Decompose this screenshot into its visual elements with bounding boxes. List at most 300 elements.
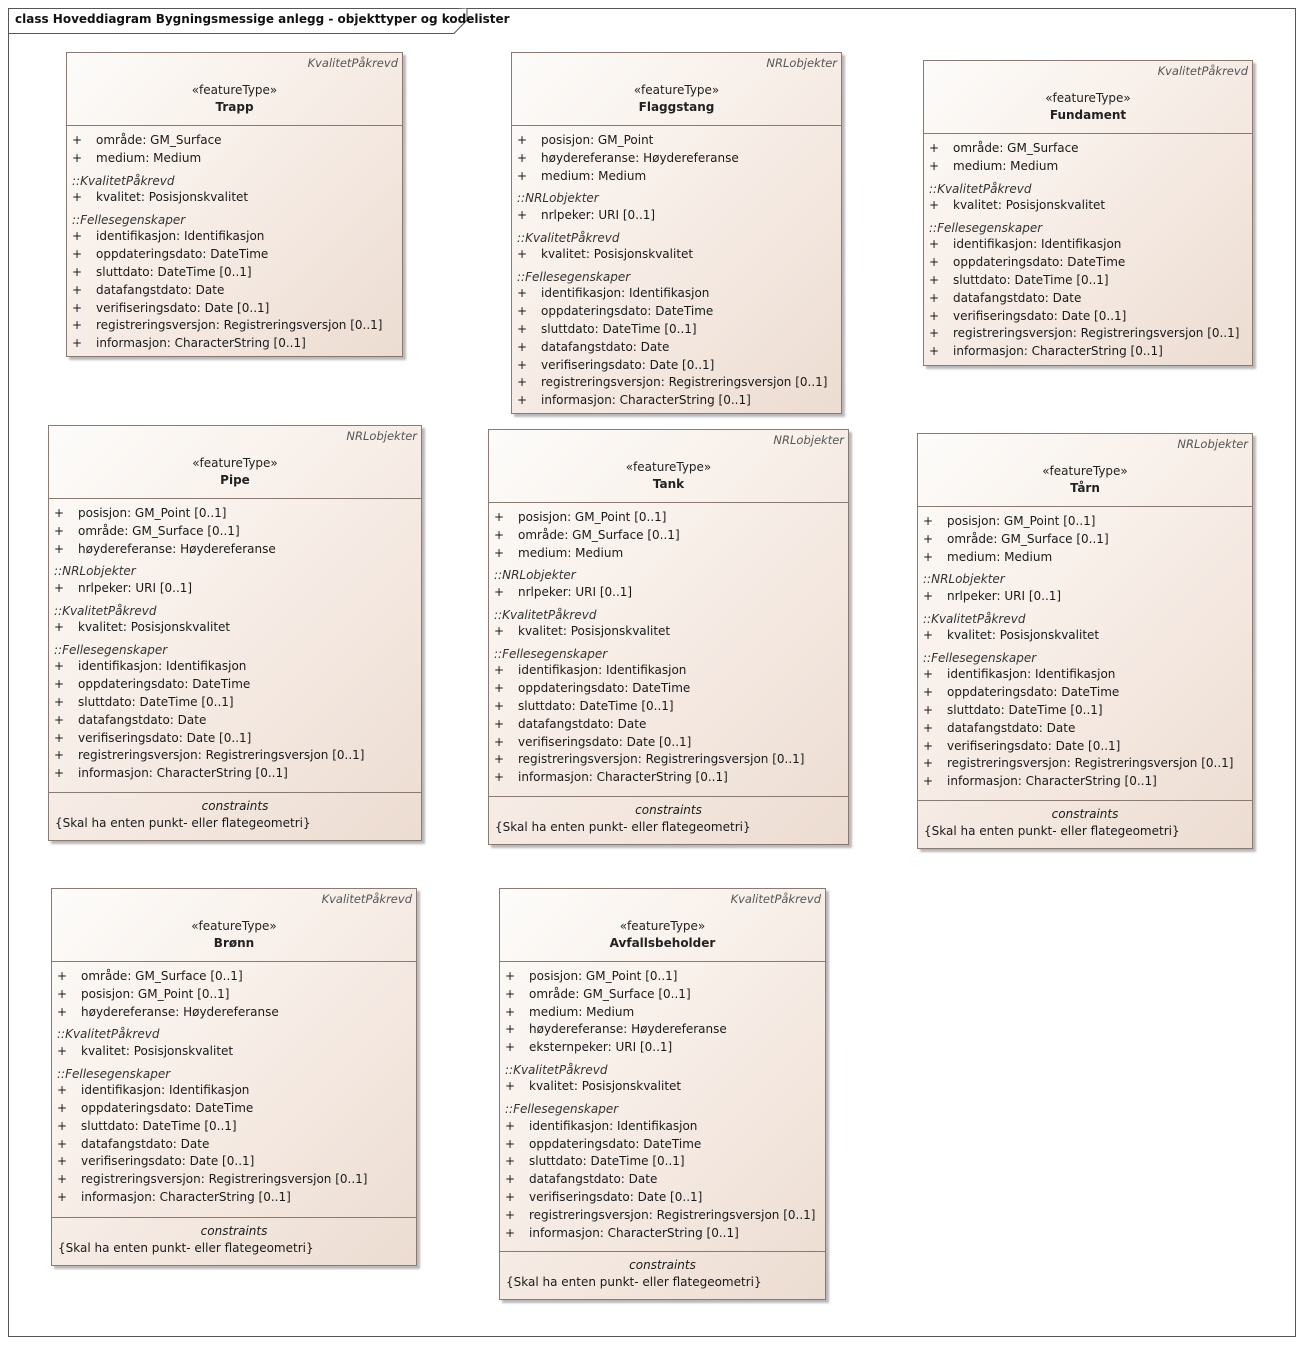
class-name: Flaggstang: [638, 100, 715, 114]
stereotype-label: «featureType»: [633, 83, 720, 97]
class-name: Brønn: [213, 936, 255, 950]
attribute-row[interactable]: [500, 1078, 825, 1096]
attribute-text: registreringsversjon: Registreringsversjon [0..1]: [529, 1207, 816, 1222]
attribute-row[interactable]: [918, 755, 1252, 773]
visibility-marker: +: [505, 1079, 516, 1094]
visibility-marker: +: [923, 756, 934, 771]
attribute-row[interactable]: [512, 357, 841, 375]
attribute-row[interactable]: [67, 264, 402, 282]
attribute-row[interactable]: [67, 150, 402, 168]
attribute-text: verifiseringsdato: Date [0..1]: [78, 730, 252, 745]
attribute-row[interactable]: [489, 662, 848, 680]
attribute-text: datafangstdato: Date: [529, 1172, 658, 1187]
constraint-text: {Skal ha enten punkt- eller flategeometri}: [924, 824, 1180, 838]
visibility-marker: +: [505, 969, 516, 983]
attribute-row[interactable]: [49, 730, 421, 748]
inherited-group-label: ::Fellesegenskaper: [929, 220, 1043, 235]
constraints-title: constraints: [201, 799, 269, 813]
visibility-marker: +: [54, 620, 65, 635]
inherited-group-label: ::KvalitetPåkrevd: [57, 1027, 160, 1042]
attribute-row[interactable]: [67, 282, 402, 300]
visibility-marker: +: [923, 685, 934, 700]
constraint-text: {Skal ha enten punkt- eller flategeometri}: [55, 816, 311, 830]
attribute-row[interactable]: [924, 325, 1252, 343]
attribute-text: datafangstdato: Date: [953, 290, 1082, 305]
attribute-text: oppdateringsdato: DateTime: [529, 1136, 702, 1151]
visibility-marker: +: [72, 133, 83, 147]
attribute-row[interactable]: [489, 527, 848, 545]
visibility-marker: +: [57, 1136, 68, 1151]
attribute-text: verifiseringsdato: Date [0..1]: [953, 308, 1127, 323]
attribute-row[interactable]: [49, 712, 421, 730]
attribute-row[interactable]: [489, 584, 848, 602]
attribute-row[interactable]: [52, 1171, 416, 1189]
visibility-marker: +: [494, 716, 505, 731]
visibility-marker: +: [494, 734, 505, 749]
attribute-row[interactable]: [52, 986, 416, 1004]
attribute-row[interactable]: [49, 676, 421, 694]
attribute-row[interactable]: [500, 1153, 825, 1171]
inherited-group-label: ::NRLobjekter: [494, 568, 576, 583]
visibility-marker: +: [54, 695, 65, 710]
visibility-marker: +: [54, 541, 65, 556]
visibility-marker: +: [72, 264, 83, 279]
visibility-marker: +: [72, 190, 83, 205]
attribute-row[interactable]: [512, 374, 841, 392]
attribute-text: verifiseringsdato: Date [0..1]: [529, 1189, 703, 1204]
class-name: Tank: [652, 477, 685, 491]
visibility-marker: +: [494, 584, 505, 599]
attribute-text: verifiseringsdato: Date [0..1]: [541, 357, 715, 372]
attribute-row[interactable]: [52, 1153, 416, 1171]
class-box-taarn[interactable]: [917, 433, 1253, 849]
class-box-broenn[interactable]: [51, 888, 417, 1266]
attribute-text: kvalitet: Posisjonskvalitet: [953, 198, 1106, 213]
attribute-compartment: [512, 126, 841, 414]
package-label: NRLobjekter: [766, 56, 837, 70]
attribute-row[interactable]: [924, 290, 1252, 308]
attribute-row[interactable]: [49, 619, 421, 637]
attribute-row[interactable]: [489, 698, 848, 716]
visibility-marker: +: [72, 247, 83, 262]
stereotype-label: «featureType»: [1045, 91, 1131, 105]
visibility-marker: +: [517, 304, 528, 319]
visibility-marker: +: [57, 1004, 68, 1019]
attribute-text: datafangstdato: Date: [518, 716, 647, 731]
attribute-text: registreringsversjon: Registreringsversjon [0..1]: [541, 375, 828, 390]
attribute-row[interactable]: [49, 541, 421, 559]
attribute-row[interactable]: [49, 523, 421, 541]
attribute-row[interactable]: [500, 1225, 825, 1243]
visibility-marker: +: [929, 255, 940, 270]
attribute-row[interactable]: [500, 1118, 825, 1136]
package-label: NRLobjekter: [346, 429, 417, 443]
attribute-row[interactable]: [489, 716, 848, 734]
attribute-row[interactable]: [924, 197, 1252, 215]
attribute-row[interactable]: [512, 168, 841, 186]
attribute-text: høydereferanse: Høydereferanse: [81, 1004, 279, 1019]
package-label: KvalitetPåkrevd: [1157, 64, 1248, 78]
attribute-row[interactable]: [500, 968, 825, 986]
visibility-marker: +: [505, 1040, 516, 1055]
constraints-compartment: [489, 796, 848, 844]
visibility-marker: +: [494, 752, 505, 767]
constraints-title: constraints: [629, 1258, 696, 1272]
visibility-marker: +: [923, 531, 934, 546]
attribute-text: oppdateringsdato: DateTime: [947, 685, 1120, 700]
visibility-marker: +: [57, 1100, 68, 1115]
attribute-row[interactable]: [500, 1039, 825, 1057]
visibility-marker: +: [54, 730, 65, 745]
visibility-marker: +: [517, 168, 528, 183]
class-box-avfallsbeholder[interactable]: [499, 888, 826, 1300]
attribute-row[interactable]: [52, 1082, 416, 1100]
visibility-marker: +: [54, 677, 65, 692]
stereotype-label: «featureType»: [625, 460, 712, 474]
attribute-row[interactable]: [67, 317, 402, 335]
attribute-compartment: [924, 134, 1252, 365]
attribute-text: medium: Medium: [947, 549, 1053, 564]
attribute-row[interactable]: [924, 140, 1252, 158]
attribute-row[interactable]: [512, 246, 841, 264]
attribute-text: datafangstdato: Date: [96, 282, 225, 297]
attribute-text: informasjon: CharacterString [0..1]: [529, 1225, 739, 1240]
class-header: [49, 426, 421, 499]
attribute-text: sluttdato: DateTime [0..1]: [96, 264, 252, 279]
attribute-text: identifikasjon: Identifikasjon: [947, 667, 1116, 682]
attribute-row[interactable]: [67, 189, 402, 207]
attribute-row[interactable]: [924, 343, 1252, 361]
visibility-marker: +: [57, 1189, 68, 1204]
constraint-text: {Skal ha enten punkt- eller flategeometri}: [58, 1241, 314, 1255]
visibility-marker: +: [929, 158, 940, 173]
class-box-pipe[interactable]: [48, 425, 422, 841]
visibility-marker: +: [923, 774, 934, 789]
visibility-marker: +: [57, 1043, 68, 1058]
attribute-row[interactable]: [52, 1043, 416, 1061]
constraints-title: constraints: [1051, 807, 1119, 821]
visibility-marker: +: [72, 318, 83, 333]
attribute-row[interactable]: [49, 694, 421, 712]
attribute-text: posisjon: GM_Point [0..1]: [518, 510, 667, 524]
visibility-marker: +: [923, 628, 934, 643]
visibility-marker: +: [494, 527, 505, 542]
attribute-row[interactable]: [67, 132, 402, 150]
attribute-text: sluttdato: DateTime [0..1]: [518, 699, 674, 714]
constraints-title: constraints: [635, 803, 702, 817]
attribute-row[interactable]: [67, 228, 402, 246]
attribute-row[interactable]: [49, 658, 421, 676]
package-label: NRLobjekter: [773, 433, 844, 447]
attribute-row[interactable]: [489, 751, 848, 769]
constraints-compartment: [500, 1251, 825, 1299]
class-name: Fundament: [1049, 108, 1127, 122]
visibility-marker: +: [923, 514, 934, 528]
visibility-marker: +: [517, 247, 528, 262]
attribute-row[interactable]: [489, 509, 848, 527]
attribute-row[interactable]: [512, 339, 841, 357]
visibility-marker: +: [929, 272, 940, 287]
inherited-group-label: ::Fellesegenskaper: [923, 650, 1037, 665]
attribute-text: informasjon: CharacterString [0..1]: [78, 766, 288, 781]
attribute-text: medium: Medium: [953, 158, 1059, 173]
inherited-group-label: ::NRLobjekter: [517, 191, 599, 206]
visibility-marker: +: [505, 1004, 516, 1019]
attribute-text: område: GM_Surface [0..1]: [529, 986, 691, 1001]
attribute-row[interactable]: [52, 1004, 416, 1022]
visibility-marker: +: [494, 624, 505, 639]
attribute-text: oppdateringsdato: DateTime: [518, 681, 691, 696]
attribute-text: medium: Medium: [541, 168, 647, 183]
class-name: Avfallsbeholder: [609, 936, 716, 950]
attribute-text: område: GM_Surface: [96, 133, 222, 147]
diagram-title: class Hoveddiagram Bygningsmessige anlegg - objekttyper og kodelister: [15, 12, 510, 26]
attribute-row[interactable]: [918, 666, 1252, 684]
attribute-text: nrlpeker: URI [0..1]: [78, 580, 193, 595]
constraints-title: constraints: [200, 1224, 268, 1238]
visibility-marker: +: [517, 339, 528, 354]
visibility-marker: +: [505, 1225, 516, 1240]
attribute-row[interactable]: [918, 720, 1252, 738]
visibility-marker: +: [923, 720, 934, 735]
attribute-text: sluttdato: DateTime [0..1]: [947, 703, 1103, 718]
attribute-text: verifiseringsdato: Date [0..1]: [518, 734, 692, 749]
attribute-text: verifiseringsdato: Date [0..1]: [96, 300, 270, 315]
attribute-row[interactable]: [924, 236, 1252, 254]
attribute-row[interactable]: [52, 968, 416, 986]
attribute-text: registreringsversjon: Registreringsversjon [0..1]: [78, 748, 365, 763]
attribute-row[interactable]: [500, 1189, 825, 1207]
attribute-compartment: [67, 126, 402, 357]
visibility-marker: +: [57, 986, 68, 1001]
attribute-row[interactable]: [500, 1021, 825, 1039]
attribute-text: område: GM_Surface [0..1]: [81, 969, 243, 983]
class-header: [52, 889, 416, 962]
attribute-text: oppdateringsdato: DateTime: [96, 247, 269, 262]
attribute-row[interactable]: [52, 1136, 416, 1154]
attribute-row[interactable]: [500, 1171, 825, 1189]
inherited-group-label: ::KvalitetPåkrevd: [72, 173, 175, 188]
visibility-marker: +: [54, 712, 65, 727]
attribute-row[interactable]: [512, 392, 841, 410]
attribute-row[interactable]: [918, 513, 1252, 531]
visibility-marker: +: [517, 150, 528, 165]
constraint-text: {Skal ha enten punkt- eller flategeometri}: [495, 820, 751, 834]
visibility-marker: +: [929, 198, 940, 213]
attribute-text: kvalitet: Posisjonskvalitet: [541, 247, 694, 262]
attribute-row[interactable]: [924, 308, 1252, 326]
constraint-text: {Skal ha enten punkt- eller flategeometri}: [506, 1275, 762, 1289]
attribute-text: identifikasjon: Identifikasjon: [529, 1118, 698, 1133]
attribute-row[interactable]: [489, 623, 848, 641]
attribute-text: informasjon: CharacterString [0..1]: [947, 774, 1157, 789]
package-label: NRLobjekter: [1177, 437, 1248, 451]
visibility-marker: +: [517, 207, 528, 222]
attribute-text: nrlpeker: URI [0..1]: [518, 584, 633, 599]
attribute-row[interactable]: [52, 1100, 416, 1118]
attribute-text: informasjon: CharacterString [0..1]: [96, 336, 306, 351]
visibility-marker: +: [923, 667, 934, 682]
attribute-row[interactable]: [500, 1136, 825, 1154]
attribute-text: medium: Medium: [96, 150, 202, 165]
visibility-marker: +: [517, 357, 528, 372]
attribute-row[interactable]: [924, 254, 1252, 272]
visibility-marker: +: [54, 506, 65, 520]
attribute-row[interactable]: [67, 300, 402, 318]
inherited-group-label: ::KvalitetPåkrevd: [923, 611, 1026, 626]
stereotype-label: «featureType»: [191, 919, 277, 933]
attribute-text: kvalitet: Posisjonskvalitet: [518, 624, 671, 639]
visibility-marker: +: [929, 141, 940, 155]
attribute-text: posisjon: GM_Point: [541, 133, 654, 147]
attribute-row[interactable]: [512, 303, 841, 321]
class-box-flaggstang[interactable]: [511, 52, 842, 414]
visibility-marker: +: [72, 300, 83, 315]
attribute-text: verifiseringsdato: Date [0..1]: [81, 1154, 255, 1169]
package-label: KvalitetPåkrevd: [730, 892, 821, 906]
visibility-marker: +: [505, 1136, 516, 1151]
attribute-text: område: GM_Surface [0..1]: [947, 531, 1109, 546]
visibility-marker: +: [54, 659, 65, 674]
class-header: [924, 61, 1252, 134]
visibility-marker: +: [923, 549, 934, 564]
visibility-marker: +: [929, 344, 940, 359]
inherited-group-label: ::Fellesegenskaper: [494, 646, 608, 661]
visibility-marker: +: [494, 510, 505, 524]
attribute-row[interactable]: [924, 272, 1252, 290]
attribute-text: verifiseringsdato: Date [0..1]: [947, 738, 1121, 753]
attribute-row[interactable]: [52, 1118, 416, 1136]
visibility-marker: +: [494, 681, 505, 696]
attribute-row[interactable]: [512, 150, 841, 168]
inherited-group-label: ::Fellesegenskaper: [517, 269, 631, 284]
visibility-marker: +: [505, 1172, 516, 1187]
attribute-compartment: [489, 503, 848, 791]
attribute-text: kvalitet: Posisjonskvalitet: [96, 190, 249, 205]
attribute-row[interactable]: [512, 321, 841, 339]
visibility-marker: +: [54, 766, 65, 781]
attribute-row[interactable]: [489, 769, 848, 787]
attribute-row[interactable]: [918, 684, 1252, 702]
visibility-marker: +: [54, 523, 65, 538]
attribute-row[interactable]: [918, 549, 1252, 567]
attribute-text: sluttdato: DateTime [0..1]: [81, 1118, 237, 1133]
visibility-marker: +: [929, 308, 940, 323]
attribute-row[interactable]: [918, 627, 1252, 645]
attribute-row[interactable]: [512, 132, 841, 150]
attribute-compartment: [918, 507, 1252, 795]
visibility-marker: +: [929, 290, 940, 305]
package-label: KvalitetPåkrevd: [321, 892, 412, 906]
visibility-marker: +: [929, 326, 940, 341]
visibility-marker: +: [517, 133, 528, 147]
attribute-text: posisjon: GM_Point [0..1]: [947, 514, 1096, 528]
attribute-text: registreringsversjon: Registreringsversjon [0..1]: [81, 1172, 368, 1187]
inherited-group-label: ::Fellesegenskaper: [57, 1066, 171, 1081]
class-box-tank[interactable]: [488, 429, 849, 845]
inherited-group-label: ::Fellesegenskaper: [505, 1102, 619, 1117]
stereotype-label: «featureType»: [619, 919, 706, 933]
class-header: [67, 53, 402, 126]
attribute-row[interactable]: [918, 773, 1252, 791]
attribute-row[interactable]: [67, 246, 402, 264]
attribute-text: informasjon: CharacterString [0..1]: [541, 393, 751, 408]
attribute-compartment: [49, 499, 421, 787]
attribute-text: datafangstdato: Date: [541, 339, 670, 354]
attribute-row[interactable]: [918, 588, 1252, 606]
attribute-row[interactable]: [52, 1189, 416, 1207]
visibility-marker: +: [72, 150, 83, 165]
inherited-group-label: ::NRLobjekter: [54, 564, 136, 579]
inherited-group-label: ::KvalitetPåkrevd: [494, 607, 597, 622]
attribute-row[interactable]: [489, 734, 848, 752]
visibility-marker: +: [923, 588, 934, 603]
visibility-marker: +: [517, 393, 528, 408]
class-box-trapp[interactable]: [66, 52, 403, 357]
attribute-row[interactable]: [500, 986, 825, 1004]
visibility-marker: +: [923, 703, 934, 718]
attribute-row[interactable]: [918, 738, 1252, 756]
class-box-fundament[interactable]: [923, 60, 1253, 366]
attribute-text: medium: Medium: [529, 1004, 635, 1019]
attribute-row[interactable]: [49, 505, 421, 523]
attribute-row[interactable]: [512, 207, 841, 225]
attribute-row[interactable]: [67, 335, 402, 353]
attribute-row[interactable]: [489, 680, 848, 698]
attribute-row[interactable]: [918, 531, 1252, 549]
attribute-row[interactable]: [49, 765, 421, 783]
attribute-text: identifikasjon: Identifikasjon: [953, 237, 1122, 252]
attribute-row[interactable]: [512, 285, 841, 303]
attribute-text: sluttdato: DateTime [0..1]: [529, 1154, 685, 1169]
attribute-text: sluttdato: DateTime [0..1]: [541, 322, 697, 337]
inherited-group-label: ::KvalitetPåkrevd: [54, 603, 157, 618]
attribute-row[interactable]: [489, 545, 848, 563]
attribute-text: kvalitet: Posisjonskvalitet: [947, 628, 1100, 643]
visibility-marker: +: [57, 1172, 68, 1187]
attribute-row[interactable]: [49, 747, 421, 765]
attribute-row[interactable]: [49, 580, 421, 598]
attribute-text: informasjon: CharacterString [0..1]: [81, 1189, 291, 1204]
attribute-row[interactable]: [500, 1207, 825, 1225]
attribute-text: identifikasjon: Identifikasjon: [518, 663, 687, 678]
visibility-marker: +: [57, 969, 68, 983]
attribute-row[interactable]: [918, 702, 1252, 720]
class-header: [918, 434, 1252, 507]
attribute-row[interactable]: [924, 158, 1252, 176]
attribute-text: identifikasjon: Identifikasjon: [78, 659, 247, 674]
attribute-text: registreringsversjon: Registreringsversjon [0..1]: [518, 752, 805, 767]
class-name: Pipe: [220, 473, 250, 487]
attribute-compartment: [52, 962, 416, 1211]
inherited-group-label: ::Fellesegenskaper: [54, 642, 168, 657]
stereotype-label: «featureType»: [192, 456, 278, 470]
visibility-marker: +: [929, 237, 940, 252]
inherited-group-label: ::NRLobjekter: [923, 572, 1005, 587]
attribute-row[interactable]: [500, 1004, 825, 1022]
visibility-marker: +: [494, 699, 505, 714]
attribute-text: medium: Medium: [518, 545, 624, 560]
constraints-compartment: [918, 800, 1252, 848]
visibility-marker: +: [494, 545, 505, 560]
attribute-text: nrlpeker: URI [0..1]: [541, 207, 656, 222]
attribute-text: høydereferanse: Høydereferanse: [541, 150, 739, 165]
visibility-marker: +: [72, 282, 83, 297]
visibility-marker: +: [923, 738, 934, 753]
attribute-text: datafangstdato: Date: [81, 1136, 210, 1151]
visibility-marker: +: [517, 286, 528, 301]
attribute-text: posisjon: GM_Point [0..1]: [81, 986, 230, 1001]
